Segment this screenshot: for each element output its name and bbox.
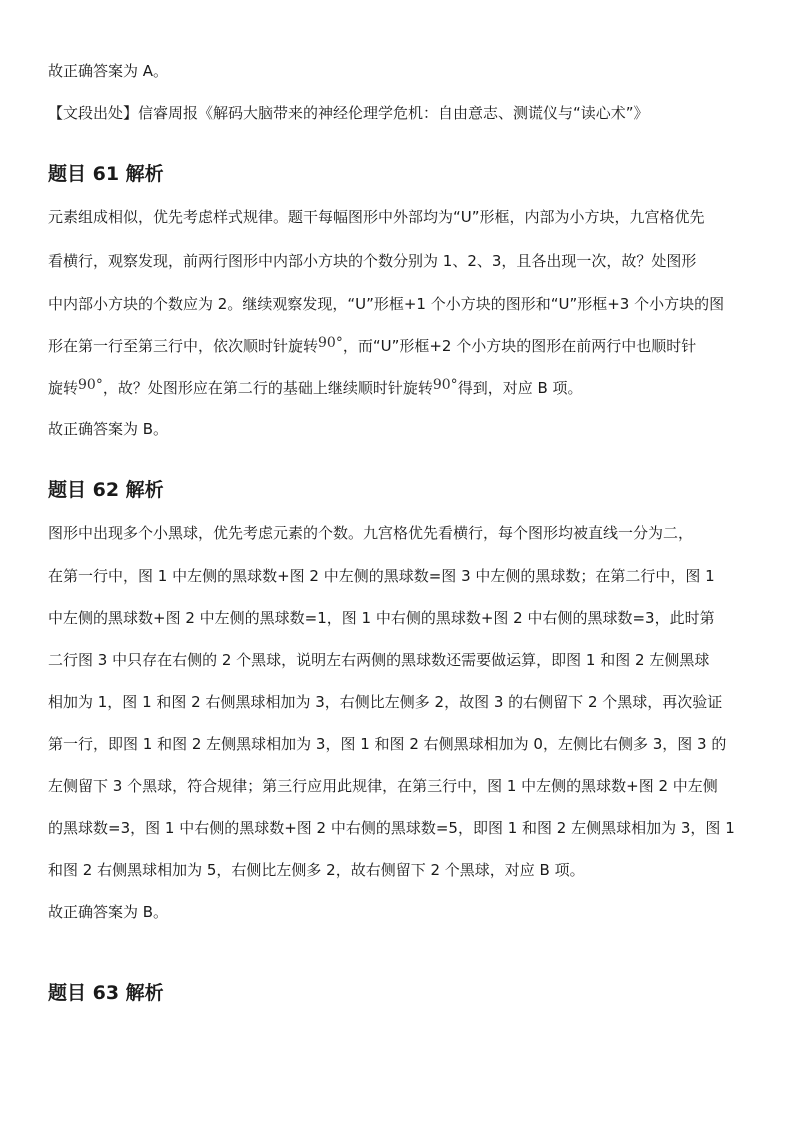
q62-line-4: 二行图 3 中只存在右侧的 2 个黑球，说明左右两侧的黑球数还需要做运算，即图 1 和图 2 左侧黑球 — [48, 651, 710, 669]
q61-line-4-text-a: 形在第一行至第三行中，依次顺时针旋转 — [48, 337, 319, 355]
q62-line-3: 中左侧的黑球数+图 2 中左侧的黑球数=1，图 1 中右侧的黑球数+图 2 中右侧的黑球数=3，此时第 — [48, 609, 715, 627]
q62-line-2: 在第一行中，图 1 中左侧的黑球数+图 2 中左侧的黑球数=图 3 中左侧的黑球数；在第二行中，图 1 — [48, 567, 715, 585]
q61-line-4-text-b: ，而“U”形框+2 个小方块的图形在前两行中也顺时针 — [342, 337, 697, 355]
source-line: 【文段出处】信睿周报《解码大脑带来的神经伦理学危机：自由意志、测谎仪与“读心术”》 — [48, 104, 649, 122]
q61-line-5-text-c: 得到，对应 B 项。 — [457, 379, 583, 397]
q62-line-8: 的黑球数=3，图 1 中右侧的黑球数+图 2 中右侧的黑球数=5，即图 1 和图 2 左侧黑球相加为 3，图 1 — [48, 819, 735, 837]
q61-line-5-text-b: ，故？处图形应在第二行的基础上继续顺时针旋转 — [102, 379, 433, 397]
q61-line-5 — [48, 377, 583, 400]
degree-90-symbol: 90° — [318, 335, 343, 351]
q61-line-1: 元素组成相似，优先考虑样式规律。题干每幅图形中外部均为“U”形框，内部为小方块，九宫格优先 — [48, 208, 705, 226]
q62-line-6: 第一行，即图 1 和图 2 左侧黑球相加为 3，图 1 和图 2 右侧黑球相加为 0，左侧比右侧多 3，图 3 的 — [48, 735, 727, 753]
q61-answer: 故正确答案为 B。 — [48, 420, 169, 438]
degree-90-symbol: 90° — [432, 377, 458, 393]
q61-line-4 — [48, 335, 696, 358]
q62-answer: 故正确答案为 B。 — [48, 903, 169, 921]
q62-line-9: 和图 2 右侧黑球相加为 5，右侧比左侧多 2，故右侧留下 2 个黑球，对应 B 项。 — [48, 861, 585, 879]
question-62-heading: 题目 62 解析 — [48, 479, 164, 501]
q61-line-5-text-a: 旋转 — [48, 379, 79, 397]
question-61-heading: 题目 61 解析 — [48, 163, 164, 185]
degree-90-symbol: 90° — [78, 377, 103, 393]
q62-line-1: 图形中出现多个小黑球，优先考虑元素的个数。九宫格优先看横行，每个图形均被直线一分为二， — [48, 524, 694, 542]
answer-line-a: 故正确答案为 A。 — [48, 62, 169, 80]
q62-line-7: 左侧留下 3 个黑球，符合规律；第三行应用此规律，在第三行中，图 1 中左侧的黑球数+图 2 中左侧 — [48, 777, 718, 795]
q61-line-2: 看横行，观察发现，前两行图形中内部小方块的个数分别为 1、2、3，且各出现一次，故？处图形 — [48, 252, 697, 270]
question-63-heading: 题目 63 解析 — [48, 982, 164, 1004]
q62-line-5: 相加为 1，图 1 和图 2 右侧黑球相加为 3，右侧比左侧多 2，故图 3 的右侧留下 2 个黑球，再次验证 — [48, 693, 723, 711]
q61-line-3: 中内部小方块的个数应为 2。继续观察发现，“U”形框+1 个小方块的图形和“U”形框+3 个小方块的图 — [48, 295, 725, 313]
